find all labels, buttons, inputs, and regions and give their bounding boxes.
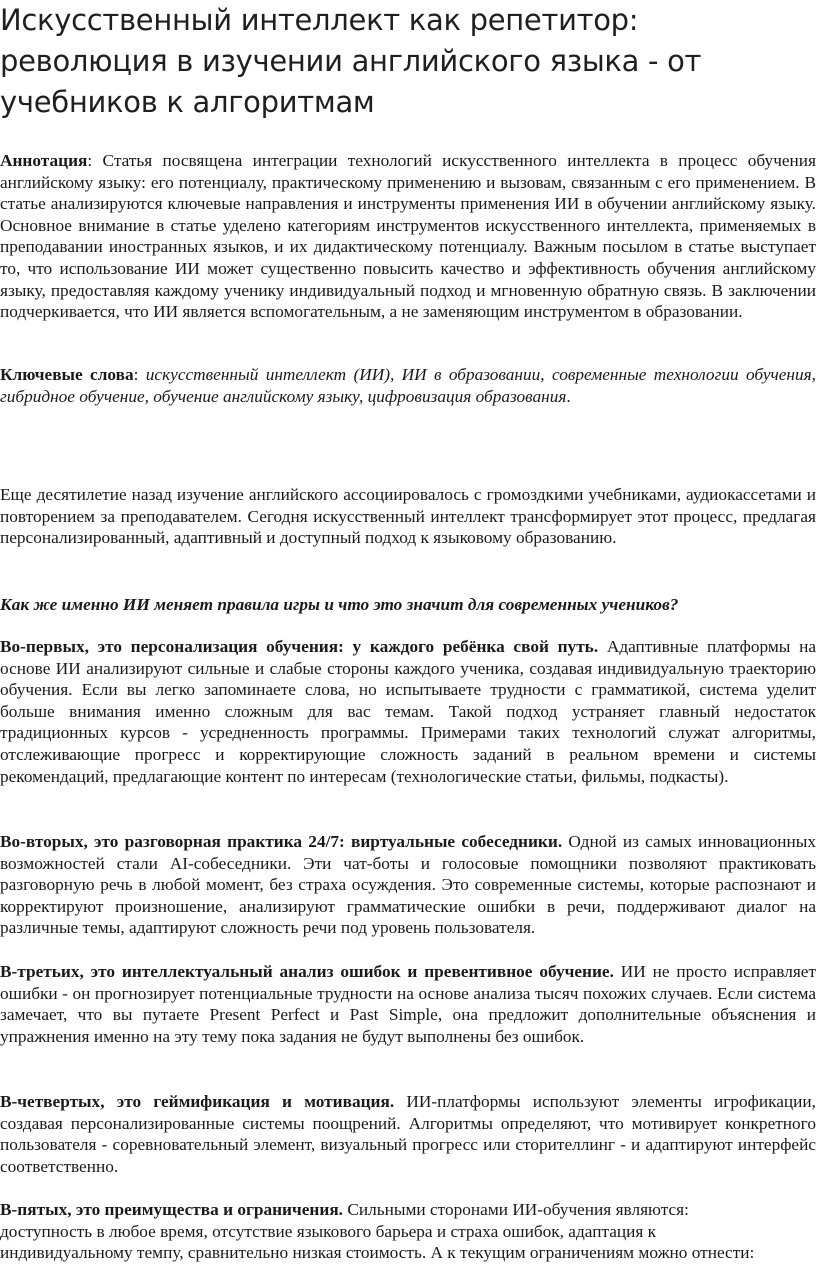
abstract-label: Аннотация <box>0 151 88 170</box>
section-text: ИИ-платформы используют элементы игрофикации, создавая персонализированные системы поощрений. Алгоритмы определяют, что мотивирует конкретного пользователя - соревновательный элемент, визуальный прогресс или сторителлинг - и адаптируют интерфейс соответственно. <box>0 1092 816 1176</box>
section-text: Одной из самых инновационных возможностей стали AI-собеседники. Эти чат-боты и голосовые помощники позволяют практиковать разговорную речь в любой момент, без страха осуждения. Это современные системы, которые распознают и корректируют произношение, анализируют грамматические ошибки в речи, поддерживают диалог на различные темы, адаптируют сложность речи под уровень пользователя. <box>0 832 816 938</box>
abstract-paragraph <box>0 150 816 323</box>
keywords-separator: : <box>133 365 146 384</box>
section-conversation <box>0 831 816 939</box>
intro-paragraph: Еще десятилетие назад изучение английского ассоциировалось с громоздкими учебниками, аудиокассетами и повторением за преподавателем. Сегодня искусственный интеллект трансформирует этот процесс, предлагая персонализированный, адаптивный и доступный подход к языковому образованию. <box>0 485 816 548</box>
keywords-end: . <box>566 386 571 406</box>
section-line-3: индивидуальному темпу, сравнительно низкая стоимость. А к текущим ограничениям можно отнести: <box>0 1243 755 1263</box>
section-line-2: доступность в любое время, отсутствие языкового барьера и страха ошибок, адаптация к <box>0 1221 657 1241</box>
section-text: Сильными сторонами ИИ-обучения являются: <box>343 1200 689 1219</box>
article-title: Искусственный интеллект как репетитор: революция в изучении английского языка - от учебников к алгоритмам <box>0 3 702 119</box>
section-heading: Во-вторых, это разговорная практика 24/7: виртуальные собеседники. <box>0 832 563 851</box>
section-heading: Во-первых, это персонализация обучения: у каждого ребёнка свой путь. <box>0 637 599 656</box>
keywords-paragraph <box>0 364 816 407</box>
abstract-text: Статья посвящена интеграции технологий искусственного интеллекта в процесс обучения английскому языку: его потенциалу, практическому применению и вызовам, связанным с его применением. В статье анализируются ключевые направления и инструменты применения ИИ в обучении английскому языку. Основное внимание в статье уделено категориям инструментов искусственного интеллекта, применяемых в преподавании иностранных языков, и их дидактическому потенциалу. Важным посылом в статье выступает то, что использование ИИ может существенно повысить качество и эффективность обучения английскому языку, предоставляя каждому ученику индивидуальный подход и мгновенную обратную связь. В заключении подчеркивается, что ИИ является вспомогательным, а не заменяющим инструментом в образовании. <box>0 151 816 322</box>
section-text: Адаптивные платформы на основе ИИ анализируют сильные и слабые стороны каждого ученика, создавая индивидуальную траекторию обучения. Если вы легко запоминаете слова, но испытываете трудности с грамматикой, система уделит больше внимания именно сложным для вас темам. Такой подход устраняет главный недостаток традиционных курсов - усредненность программы. Примерами таких технологий служат алгоритмы, отслеживающие прогресс и корректирующие сложность заданий в реальном времени и системы рекомендаций, предлагающие контент по интересам (технологические статьи, фильмы, подкасты). <box>0 637 816 786</box>
section-heading: В-четвертых, это геймификация и мотивация. <box>0 1092 395 1111</box>
abstract-separator: : <box>87 151 103 170</box>
question-heading: Как же именно ИИ меняет правила игры и что это значит для современных учеников? <box>0 595 679 614</box>
section-personalization <box>0 636 816 787</box>
keywords-text: искусственный интеллект (ИИ), ИИ в образовании, современные технологии обучения, гибридное обучение, обучение английскому языку, цифровизация образования <box>0 365 816 406</box>
section-error-analysis <box>0 961 816 1047</box>
section-text: ИИ не просто исправляет ошибки - он прогнозирует потенциальные трудности на основе анализа тысяч похожих случаев. Если система замечает, что вы путаете Present Perfect и Past Simple, она предложит дополнительные объяснения и упражнения именно на эту тему пока задания не будут выполнены без ошибок. <box>0 962 816 1046</box>
section-pros-cons <box>0 1199 816 1264</box>
keywords-label: Ключевые слова <box>0 365 134 384</box>
section-heading: В-третьих, это интеллектуальный анализ ошибок и превентивное обучение. <box>0 962 614 981</box>
section-heading: В-пятых, это преимущества и ограничения. <box>0 1200 344 1219</box>
section-gamification <box>0 1091 816 1177</box>
